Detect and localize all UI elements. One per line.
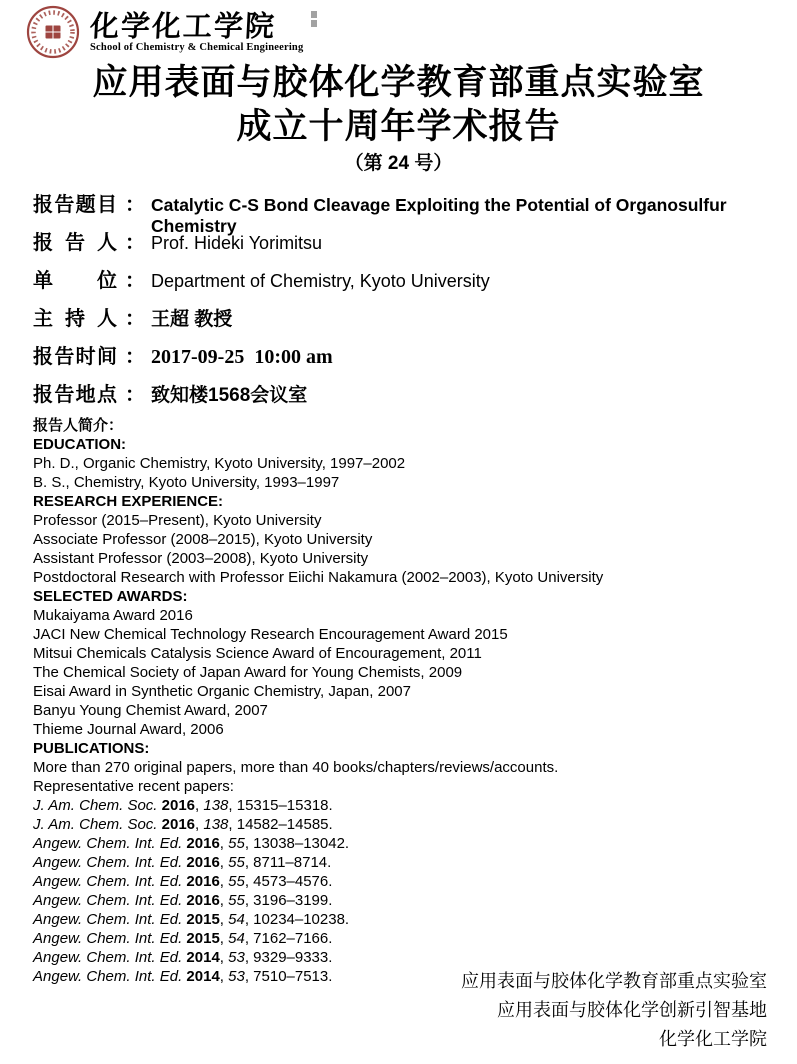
publication-line: Angew. Chem. Int. Ed. 2016, 55, 13038–13042. — [33, 835, 350, 852]
publication-line: Angew. Chem. Int. Ed. 2014, 53, 9329–9333. — [33, 949, 333, 966]
info-row — [33, 378, 797, 406]
info-label-wrap — [33, 378, 145, 407]
university-seal-icon — [26, 5, 80, 59]
bio-line: JACI New Chemical Technology Research Encouragement Award 2015 — [33, 626, 508, 643]
bio-line: Banyu Young Chemist Award, 2007 — [33, 702, 268, 719]
info-value: 2017-09-25 10:00 am — [151, 346, 333, 368]
info-label-wrap — [33, 340, 145, 369]
title-block — [0, 61, 797, 176]
info-value: 王超 教授 — [151, 309, 233, 330]
bio-line: B. S., Chemistry, Kyoto University, 1993–1997 — [33, 474, 340, 491]
info-value: Department of Chemistry, Kyoto University — [151, 271, 490, 291]
info-label-colon: ： — [125, 232, 145, 254]
issue-number: （第 24 号） — [344, 153, 453, 174]
publication-line: Angew. Chem. Int. Ed. 2016, 55, 8711–8714. — [33, 854, 332, 871]
org-name-chinese: 化学化工学院 — [89, 9, 277, 43]
bio-line: Associate Professor (2008–2015), Kyoto University — [33, 531, 373, 548]
bio-line: More than 270 original papers, more than 40 books/chapters/reviews/accounts. — [33, 759, 559, 776]
bio-line: The Chemical Society of Japan Award for Young Chemists, 2009 — [33, 664, 463, 681]
info-row — [33, 340, 797, 368]
info-value: Catalytic C-S Bond Cleavage Exploiting the Potential of Organosulfur Chemistry — [151, 195, 732, 236]
info-value: 致知楼1568会议室 — [151, 385, 308, 406]
publication-line: Angew. Chem. Int. Ed. 2014, 53, 7510–7513. — [33, 968, 333, 985]
info-label-colon: ： — [125, 346, 145, 368]
info-label: 报告人 — [33, 232, 117, 254]
info-label-colon: ： — [125, 384, 145, 406]
info-label: 报告时间 — [33, 346, 117, 368]
bio-section-heading: SELECTED AWARDS: — [33, 588, 188, 605]
footer-line: 应用表面与胶体化学创新引智基地 — [497, 1000, 767, 1020]
bio-line: Eisai Award in Synthetic Organic Chemistry, Japan, 2007 — [33, 683, 411, 700]
info-label-wrap — [33, 188, 145, 217]
bio-line: Postdoctoral Research with Professor Eiichi Nakamura (2002–2003), Kyoto University — [33, 569, 604, 586]
org-name-english: School of Chemistry & Chemical Engineering — [90, 42, 304, 53]
info-rows — [0, 188, 797, 406]
logo-text-block — [90, 11, 303, 53]
info-row — [33, 302, 797, 330]
bio-line: Thieme Journal Award, 2006 — [33, 721, 224, 738]
info-row — [33, 188, 797, 236]
publication-line: Angew. Chem. Int. Ed. 2015, 54, 10234–10238. — [33, 911, 350, 928]
info-label-colon: ： — [125, 270, 145, 292]
bio-section-heading: EDUCATION: — [33, 436, 127, 453]
footer-line: 应用表面与胶体化学教育部重点实验室 — [461, 971, 767, 991]
info-label-wrap — [33, 226, 145, 255]
publication-line: Angew. Chem. Int. Ed. 2016, 55, 4573–4576. — [33, 873, 333, 890]
info-label-wrap — [33, 302, 145, 331]
footer-line: 化学化工学院 — [659, 1029, 767, 1049]
info-label: 报告地点 — [33, 384, 117, 406]
logo-signature-mark — [311, 11, 317, 27]
bio-heading: 报告人简介： — [33, 417, 124, 434]
bio-line: Representative recent papers: — [33, 778, 234, 795]
bio-line: Ph. D., Organic Chemistry, Kyoto University, 1997–2002 — [33, 455, 406, 472]
info-label-colon: ： — [125, 194, 145, 216]
footer — [461, 967, 767, 1054]
info-label-colon: ： — [125, 308, 145, 330]
bio-line: Mitsui Chemicals Catalysis Science Award of Encouragement, 2011 — [33, 645, 482, 662]
info-label: 报告题目 — [33, 194, 117, 216]
info-label: 主持人 — [33, 308, 117, 330]
bio-body — [33, 435, 797, 986]
bio-section-heading: PUBLICATIONS: — [33, 740, 150, 757]
bio-line: Mukaiyama Award 2016 — [33, 607, 193, 624]
header — [0, 5, 797, 59]
publication-line: J. Am. Chem. Soc. 2016, 138, 14582–14585. — [33, 816, 333, 833]
info-value: Prof. Hideki Yorimitsu — [151, 233, 323, 253]
info-row — [33, 264, 797, 292]
bio-section — [0, 416, 797, 986]
bio-section-heading: RESEARCH EXPERIENCE: — [33, 493, 224, 510]
bio-line: Professor (2015–Present), Kyoto University — [33, 512, 322, 529]
publication-line: Angew. Chem. Int. Ed. 2016, 55, 3196–3199. — [33, 892, 333, 909]
info-label-wrap — [33, 264, 145, 293]
page-title-line1: 应用表面与胶体化学教育部重点实验室 — [92, 63, 705, 102]
info-label: 单位 — [33, 270, 117, 292]
bio-line: Assistant Professor (2003–2008), Kyoto University — [33, 550, 369, 567]
publication-line: J. Am. Chem. Soc. 2016, 138, 15315–15318. — [33, 797, 333, 814]
page-title-line2: 成立十周年学术报告 — [236, 107, 561, 146]
publication-line: Angew. Chem. Int. Ed. 2015, 54, 7162–7166. — [33, 930, 333, 947]
